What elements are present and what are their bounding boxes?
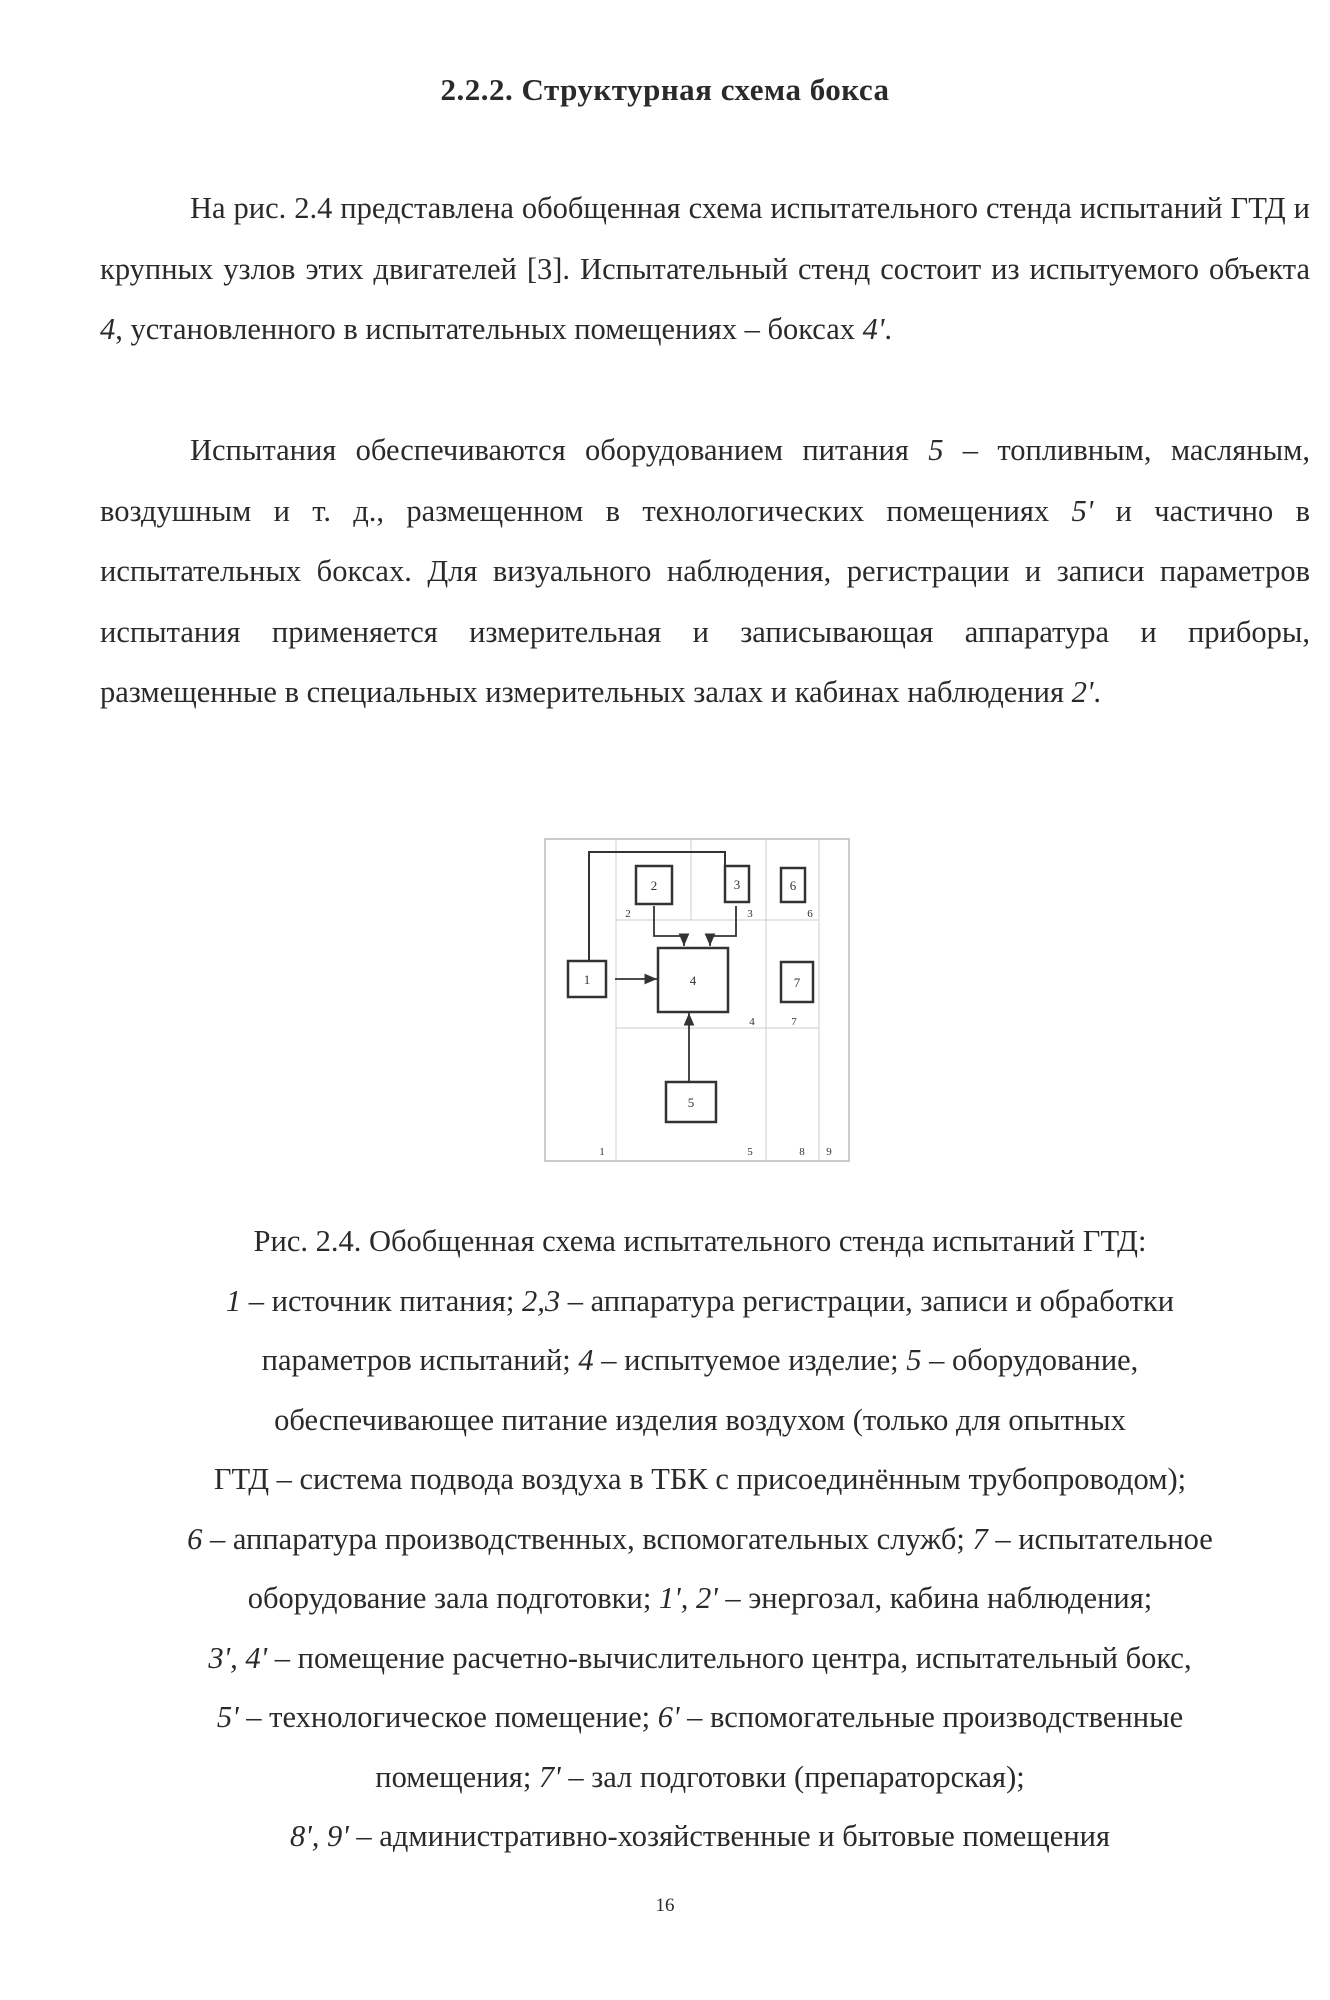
text-run: – вспомогательные производственные [679, 1700, 1184, 1734]
room-label: 7 [791, 1016, 797, 1028]
text-run: помещения; [375, 1759, 539, 1794]
connector-3-to-4 [710, 906, 736, 946]
text-run: – технологическое помещение; [238, 1700, 658, 1734]
room-label: 3 [747, 908, 753, 920]
block-3-label: 3 [733, 877, 741, 892]
italic-reference: 5 [906, 1343, 922, 1377]
text-run: – испытательное [987, 1521, 1213, 1556]
italic-reference: 4 [578, 1343, 594, 1377]
italic-reference: 5 [928, 433, 944, 467]
caption-line [90, 1212, 1310, 1272]
italic-reference: 1 [225, 1283, 242, 1318]
room-label: 8 [799, 1146, 805, 1158]
italic-reference: 3', 4' [208, 1640, 268, 1675]
figure-caption [90, 1212, 1310, 1867]
caption-line [90, 1450, 1310, 1510]
caption-line [90, 1569, 1310, 1629]
text-run: – источник питания; [241, 1283, 523, 1318]
italic-reference: 6' [657, 1700, 680, 1734]
room-label: 4 [749, 1016, 755, 1028]
block-5-label: 5 [687, 1095, 695, 1110]
caption-line [90, 1807, 1310, 1867]
text-run: – энергозал, кабина наблюдения; [717, 1581, 1153, 1615]
italic-reference: 5' [216, 1700, 239, 1734]
text-run: оборудование зала подготовки; [247, 1581, 659, 1615]
room-label: 9 [826, 1146, 832, 1158]
block-4-label: 4 [689, 973, 697, 988]
paragraph-2 [100, 420, 1310, 723]
italic-reference: 2' [1071, 675, 1094, 709]
italic-reference: 8', 9' [289, 1819, 349, 1853]
text-run: – аппаратура регистрации, записи и обработки [560, 1283, 1175, 1318]
text-run: – зал подготовки (препараторская); [560, 1759, 1025, 1794]
caption-line [90, 1272, 1310, 1332]
paragraph-1 [100, 178, 1310, 360]
connector-2-to-4 [654, 906, 684, 946]
italic-reference: 6 [187, 1521, 203, 1556]
room-label: 6 [807, 908, 813, 920]
test-stand-diagram [544, 838, 850, 1162]
room-label: 2 [625, 908, 631, 920]
italic-reference: 2,3 [522, 1283, 561, 1318]
caption-line [90, 1331, 1310, 1391]
block-1-label: 1 [583, 972, 591, 987]
italic-reference: 7 [972, 1521, 988, 1556]
text-run: – административно-хозяйственные и бытовые помещения [348, 1819, 1111, 1853]
text-run: – помещение расчетно-вычислительного центра, испытательный бокс, [267, 1640, 1192, 1675]
caption-line [90, 1391, 1310, 1451]
text-run: . [1093, 675, 1102, 709]
text-run: , установленного в испытательных помещениях – боксах [115, 312, 863, 346]
text-run: – аппаратура производственных, вспомогательных служб; [202, 1521, 973, 1556]
text-run: Рис. 2.4. Обобщенная схема испытательного стенда испытаний ГТД: [253, 1224, 1147, 1258]
text-run: – топливным, масляным, воздушным и т. д., размещенном в технологических помещениях [100, 433, 1310, 528]
block-7-label: 7 [793, 975, 801, 990]
text-run: Испытания обеспечиваются оборудованием питания [190, 433, 929, 467]
text-run: На рис. 2.4 представлена обобщенная схема испытательного стенда испытаний ГТД и крупных узлов этих двигателей [3]. Испытательный стенд состоит из испытуемого объекта [100, 191, 1310, 286]
room-label: 5 [747, 1146, 753, 1158]
page-number: 16 [655, 1895, 675, 1916]
italic-reference: 4 [100, 312, 116, 346]
caption-line [90, 1629, 1310, 1689]
italic-reference: 7' [538, 1759, 561, 1794]
text-run: – оборудование, [921, 1343, 1139, 1377]
room-label: 1 [599, 1146, 605, 1158]
block-6-label: 6 [789, 878, 797, 893]
text-run: ГТД – система подвода воздуха в ТБК с присоединённым трубопроводом); [213, 1462, 1187, 1496]
text-run: обеспечивающее питание изделия воздухом (только для опытных [274, 1402, 1126, 1437]
italic-reference: 5' [1071, 493, 1094, 528]
caption-line [90, 1748, 1310, 1808]
italic-reference: 4' [862, 312, 885, 346]
block-2-label: 2 [650, 878, 658, 893]
caption-line [90, 1510, 1310, 1570]
text-run: параметров испытаний; [261, 1343, 579, 1377]
text-run: и частично в испытательных боксах. Для визуального наблюдения, регистрации и записи параметров испытания применяется измерительная и записывающая аппаратура и приборы, размещенные в специальных измерительных залах и кабинах наблюдения [100, 493, 1310, 709]
section-heading: 2.2.2. Структурная схема бокса [440, 72, 890, 107]
italic-reference: 1', 2' [658, 1581, 718, 1615]
text-run: – испытуемое изделие; [593, 1343, 907, 1377]
caption-line [90, 1688, 1310, 1748]
text-run: . [884, 312, 893, 346]
